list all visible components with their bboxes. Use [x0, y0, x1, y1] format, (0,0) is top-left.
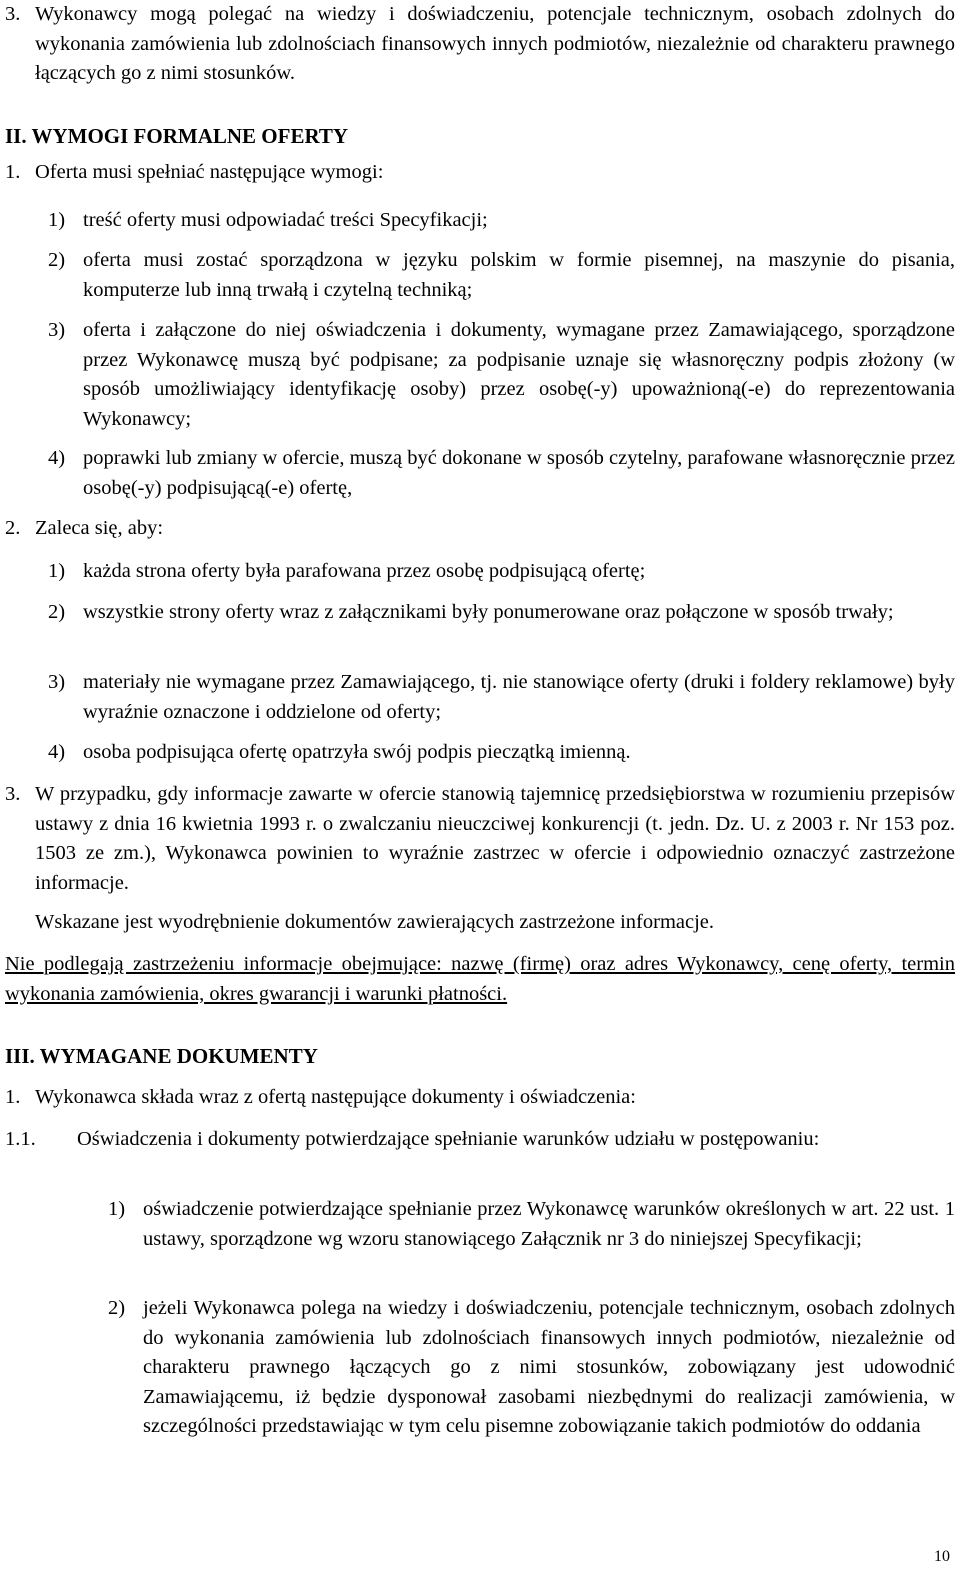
section-heading: III. WYMAGANE DOKUMENTY	[5, 1044, 318, 1068]
sub-item-text: osoba podpisująca ofertę opatrzyła swój podpis pieczątką imienną.	[83, 741, 631, 763]
item-text: Wykonawcy mogą polegać na wiedzy i doświadczeniu, potencjale technicznym, osobach zdolnych do wykonania zamówienia lub zdolnościach finansowych innych podmiotów, niezależnie od charakteru prawnego łączących go z nimi stosunków.	[35, 3, 955, 84]
sub-item-number: 1)	[108, 1198, 126, 1220]
item-number: 1.	[5, 161, 21, 183]
sub-item-number: 3)	[48, 671, 66, 693]
sub-item-number: 2)	[48, 249, 66, 271]
sub-item-text: jeżeli Wykonawca polega na wiedzy i doświadczeniu, potencjale technicznym, osobach zdolnych do wykonania zamówienia lub zdolnościach finansowych innych podmiotów, niezależnie od charakteru prawnego łączących go z nimi stosunków, zobowiązany jest udowodnić Zamawiającemu, iż będzie dysponował zasobami niezbędnymi do realizacji zamówienia, w szczególności przedstawiając w tym celu pisemne zobowiązanie takich podmiotów do oddania	[143, 1297, 955, 1437]
sub-item-text: oświadczenie potwierdzające spełnianie przez Wykonawcę warunków określonych w art. 22 ust. 1 ustawy, sporządzone wg wzoru stanowiącego Załącznik nr 3 do niniejszej Specyfikacji;	[143, 1198, 955, 1250]
item-text: W przypadku, gdy informacje zawarte w ofercie stanowią tajemnicę przedsiębiorstwa w rozumieniu przepisów ustawy z dnia 16 kwietnia 1993 r. o zwalczaniu nieuczciwej konkurencji (t. jedn. Dz. U. z 2003 r. Nr 153 poz. 1503 ze zm.), Wykonawca powinien to wyraźnie zastrzec w ofercie i odpowiednio oznaczyć zastrzeżone informacje.	[35, 783, 955, 894]
sub-item-text: każda strona oferty była parafowana przez osobę podpisującą ofertę;	[83, 560, 646, 582]
sub-item-number: 1)	[48, 560, 66, 582]
sub-item-text: materiały nie wymagane przez Zamawiającego, tj. nie stanowiące oferty (druki i foldery reklamowe) były wyraźnie oznaczone i oddzielone od oferty;	[83, 671, 955, 723]
sub-item-number: 1)	[48, 209, 66, 231]
sub-item-number: 3)	[48, 319, 66, 341]
page-number: 10	[934, 1548, 950, 1565]
item-number: 1.1.	[5, 1128, 36, 1150]
sub-item-text: oferta i załączone do niej oświadczenia i dokumenty, wymagane przez Zamawiającego, sporządzone przez Wykonawcę muszą być podpisane; za podpisanie uznaje się własnoręczny podpis złożony (w sposób umożliwiający identyfikację osoby) przez osobę(-y) upoważnioną(-e) do reprezentowania Wykonawcy;	[83, 319, 955, 430]
sub-item-number: 4)	[48, 447, 66, 469]
item-number: 3.	[5, 783, 21, 805]
section-heading: II. WYMOGI FORMALNE OFERTY	[5, 124, 349, 148]
item-note: Wskazane jest wyodrębnienie dokumentów zawierających zastrzeżone informacje.	[35, 911, 715, 933]
sub-item-number: 2)	[48, 601, 66, 623]
item-text: Oświadczenia i dokumenty potwierdzające spełnianie warunków udziału w postępowaniu:	[77, 1128, 820, 1150]
sub-item-text: oferta musi zostać sporządzona w języku polskim w formie pisemnej, na maszynie do pisania, komputerze lub inną trwałą i czytelną techniką;	[83, 249, 955, 301]
sub-item-text: poprawki lub zmiany w ofercie, muszą być dokonane w sposób czytelny, parafowane własnoręcznie przez osobę(-y) podpisującą(-e) ofertę,	[83, 447, 955, 499]
item-text: Oferta musi spełniać następujące wymogi:	[35, 161, 384, 183]
item-text: Wykonawca składa wraz z ofertą następujące dokumenty i oświadczenia:	[35, 1086, 636, 1108]
sub-item-number: 2)	[108, 1297, 126, 1319]
sub-item-text: treść oferty musi odpowiadać treści Specyfikacji;	[83, 209, 488, 231]
item-text: Zaleca się, aby:	[35, 517, 164, 539]
item-number: 2.	[5, 517, 21, 539]
sub-item-number: 4)	[48, 741, 66, 763]
item-number: 1.	[5, 1086, 21, 1108]
item-number: 3.	[5, 3, 21, 25]
underlined-note: Nie podlegają zastrzeżeniu informacje obejmujące: nazwę (firmę) oraz adres Wykonawcy, cenę oferty, termin wykonania zamówienia, okres gwarancji i warunki płatności.	[5, 953, 955, 1005]
sub-item-text: wszystkie strony oferty wraz z załącznikami były ponumerowane oraz połączone w sposób trwały;	[83, 601, 894, 623]
